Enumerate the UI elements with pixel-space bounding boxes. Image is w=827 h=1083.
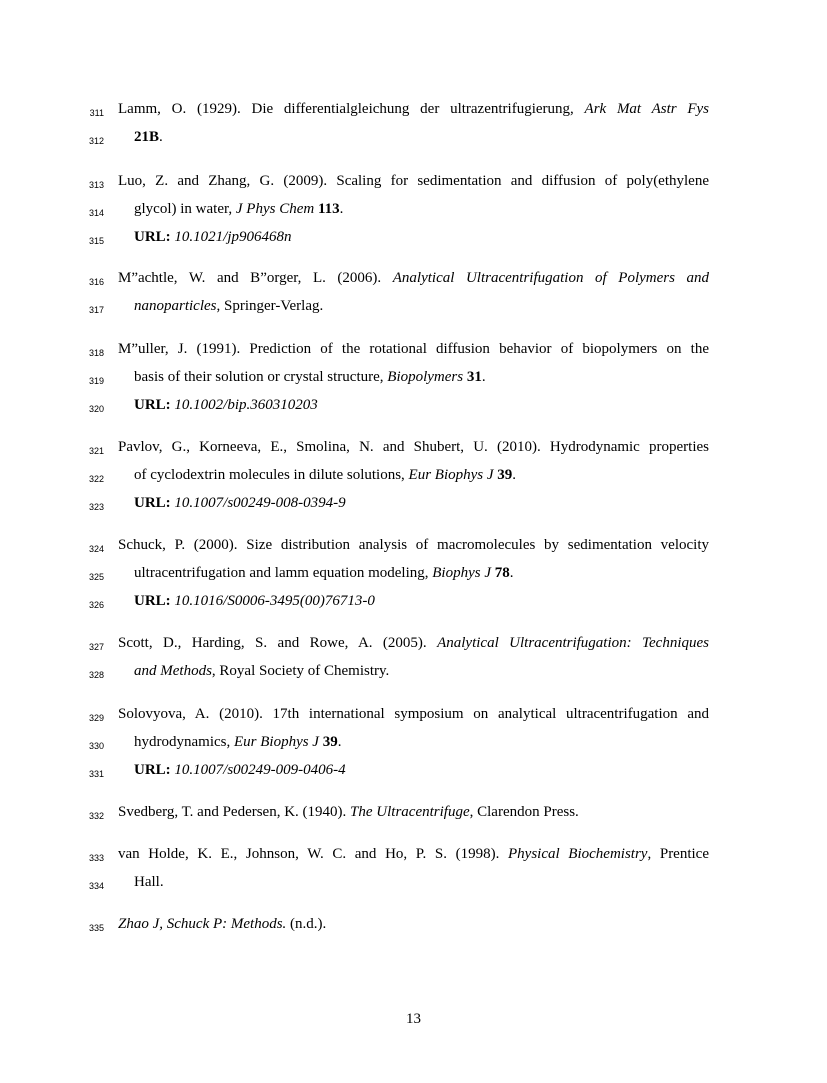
reference-url: [134, 227, 709, 247]
reference-text: Hall.: [134, 874, 164, 890]
ref-text: hydrodynamics,: [134, 734, 234, 750]
reference-text: [134, 465, 709, 485]
ref-text: ultracentrifugation and lamm equation modeling,: [134, 565, 433, 581]
reference-text: M”uller, J. (1991). Prediction of the rotational diffusion behavior of biopolymers on the: [118, 341, 709, 357]
line-number: 331: [88, 769, 104, 779]
reference-line: [0, 437, 827, 465]
reference-line: [0, 227, 827, 255]
url-label: URL:: [134, 593, 171, 609]
reference-line: [0, 465, 827, 493]
line-number: 335: [88, 923, 104, 933]
reference-text: Luo, Z. and Zhang, G. (2009). Scaling for sedimentation and diffusion of poly(ethylene: [118, 173, 709, 189]
reference-line: [0, 872, 827, 900]
doi-link[interactable]: 10.1007/s00249-009-0406-4: [170, 762, 346, 778]
line-number: 317: [88, 305, 104, 315]
publisher: , Clarendon Press.: [469, 804, 579, 820]
line-number: 319: [88, 376, 104, 386]
reference-line: [0, 296, 827, 324]
punctuation: .: [159, 129, 163, 145]
line-number: 324: [88, 544, 104, 554]
book-title: Analytical Ultracentrifugation of Polymers and: [392, 270, 710, 286]
reference-line: [0, 914, 827, 942]
ref-text: glycol) in water,: [134, 201, 236, 217]
publisher: , Springer-Verlag.: [216, 298, 324, 314]
reference-line: [0, 367, 827, 395]
reference-line: [0, 339, 827, 367]
page-number: 13: [406, 1011, 421, 1027]
punctuation: .: [509, 565, 514, 581]
reference-line: [0, 395, 827, 423]
ref-title: Zhao J, Schuck P: Methods.: [118, 916, 287, 932]
reference-line: [0, 844, 827, 872]
publisher: , Royal Society of Chemistry.: [211, 663, 390, 679]
book-title: Analytical Ultracentrifugation: Techniques: [437, 635, 709, 651]
doi-link[interactable]: 10.1002/bip.360310203: [170, 397, 318, 413]
reference-text: [118, 633, 709, 653]
line-number: 325: [88, 572, 104, 582]
journal-name: Eur Biophys J: [408, 467, 494, 483]
volume: 31: [466, 369, 482, 385]
volume: 113: [317, 201, 340, 217]
reference-line: [0, 99, 827, 127]
volume: 21B: [134, 129, 160, 145]
ref-authors-title: Lamm, O. (1929). Die differentialgleichung der ultrazentrifugierung,: [118, 101, 585, 117]
reference-line: [0, 535, 827, 563]
book-title: Physical Biochemistry: [508, 846, 648, 862]
punctuation: .: [512, 467, 517, 483]
line-number: 327: [88, 642, 104, 652]
book-title: The Ultracentrifuge: [350, 804, 470, 820]
reference-url: [134, 395, 709, 415]
line-number: 315: [88, 236, 104, 246]
reference-text: [134, 296, 709, 316]
line-number: 322: [88, 474, 104, 484]
journal-name: Ark Mat Astr Fys: [584, 101, 710, 117]
book-title: and Methods: [134, 663, 212, 679]
reference-line: [0, 127, 827, 155]
ref-authors: van Holde, K. E., Johnson, W. C. and Ho, P. S. (1998).: [118, 846, 508, 862]
line-number: 323: [88, 502, 104, 512]
volume: 39: [322, 734, 338, 750]
reference-text: [134, 367, 709, 387]
ref-authors: Scott, D., Harding, S. and Rowe, A. (2005).: [118, 635, 438, 651]
reference-text: [118, 802, 709, 822]
reference-text: Schuck, P. (2000). Size distribution analysis of macromolecules by sedimentation velocity: [118, 537, 709, 553]
volume: 78: [494, 565, 510, 581]
reference-text: [134, 127, 709, 147]
ref-date: (n.d.).: [286, 916, 327, 932]
line-number: 328: [88, 670, 104, 680]
reference-text: [134, 661, 709, 681]
reference-url: [134, 493, 709, 513]
punctuation: .: [339, 201, 344, 217]
reference-line: [0, 760, 827, 788]
journal-name: Biopolymers: [387, 369, 464, 385]
line-number: 329: [88, 713, 104, 723]
volume: 39: [497, 467, 513, 483]
ref-authors: M”achtle, W. and B”orger, L. (2006).: [118, 270, 393, 286]
line-number: 332: [88, 811, 104, 821]
doi-link[interactable]: 10.1021/jp906468n: [170, 229, 292, 245]
journal-name: Biophys J: [432, 565, 491, 581]
reference-line: [0, 493, 827, 521]
line-number: 333: [88, 853, 104, 863]
publisher: , Prentice: [647, 846, 709, 862]
reference-line: [0, 171, 827, 199]
punctuation: .: [337, 734, 342, 750]
journal-name: J Phys Chem: [235, 201, 315, 217]
ref-text: of cyclodextrin molecules in dilute solutions,: [134, 467, 409, 483]
url-label: URL:: [134, 762, 171, 778]
reference-line: [0, 563, 827, 591]
reference-line: [0, 633, 827, 661]
reference-line: [0, 591, 827, 619]
url-label: URL:: [134, 397, 171, 413]
doi-link[interactable]: 10.1016/S0006-3495(00)76713-0: [170, 593, 375, 609]
ref-authors: Svedberg, T. and Pedersen, K. (1940).: [118, 804, 351, 820]
line-number: 313: [88, 180, 104, 190]
journal-name: Eur Biophys J: [233, 734, 319, 750]
reference-text: Pavlov, G., Korneeva, E., Smolina, N. and Shubert, U. (2010). Hydrodynamic properties: [118, 439, 709, 455]
reference-text: [118, 844, 709, 864]
reference-text: [134, 732, 709, 752]
reference-line: [0, 199, 827, 227]
url-label: URL:: [134, 229, 171, 245]
reference-text: [134, 563, 709, 583]
ref-text: basis of their solution or crystal structure,: [134, 369, 388, 385]
reference-text: [118, 99, 709, 119]
line-number: 330: [88, 741, 104, 751]
reference-text: [118, 268, 709, 288]
reference-text: [134, 199, 709, 219]
line-number: 320: [88, 404, 104, 414]
reference-text: Solovyova, A. (2010). 17th international symposium on analytical ultracentrifugation and: [118, 706, 709, 722]
doi-link[interactable]: 10.1007/s00249-008-0394-9: [170, 495, 346, 511]
line-number: 318: [88, 348, 104, 358]
line-number: 321: [88, 446, 104, 456]
reference-url: [134, 760, 709, 780]
reference-url: [134, 591, 709, 611]
line-number: 326: [88, 600, 104, 610]
reference-line: [0, 661, 827, 689]
line-number: 311: [89, 108, 104, 118]
line-number: 314: [88, 208, 104, 218]
reference-line: [0, 802, 827, 830]
punctuation: .: [481, 369, 486, 385]
reference-text: [118, 914, 709, 934]
reference-line: [0, 704, 827, 732]
reference-line: [0, 268, 827, 296]
line-number: 334: [88, 881, 104, 891]
book-title: nanoparticles: [134, 298, 217, 314]
reference-line: [0, 732, 827, 760]
url-label: URL:: [134, 495, 171, 511]
line-number: 312: [88, 136, 104, 146]
line-number: 316: [88, 277, 104, 287]
